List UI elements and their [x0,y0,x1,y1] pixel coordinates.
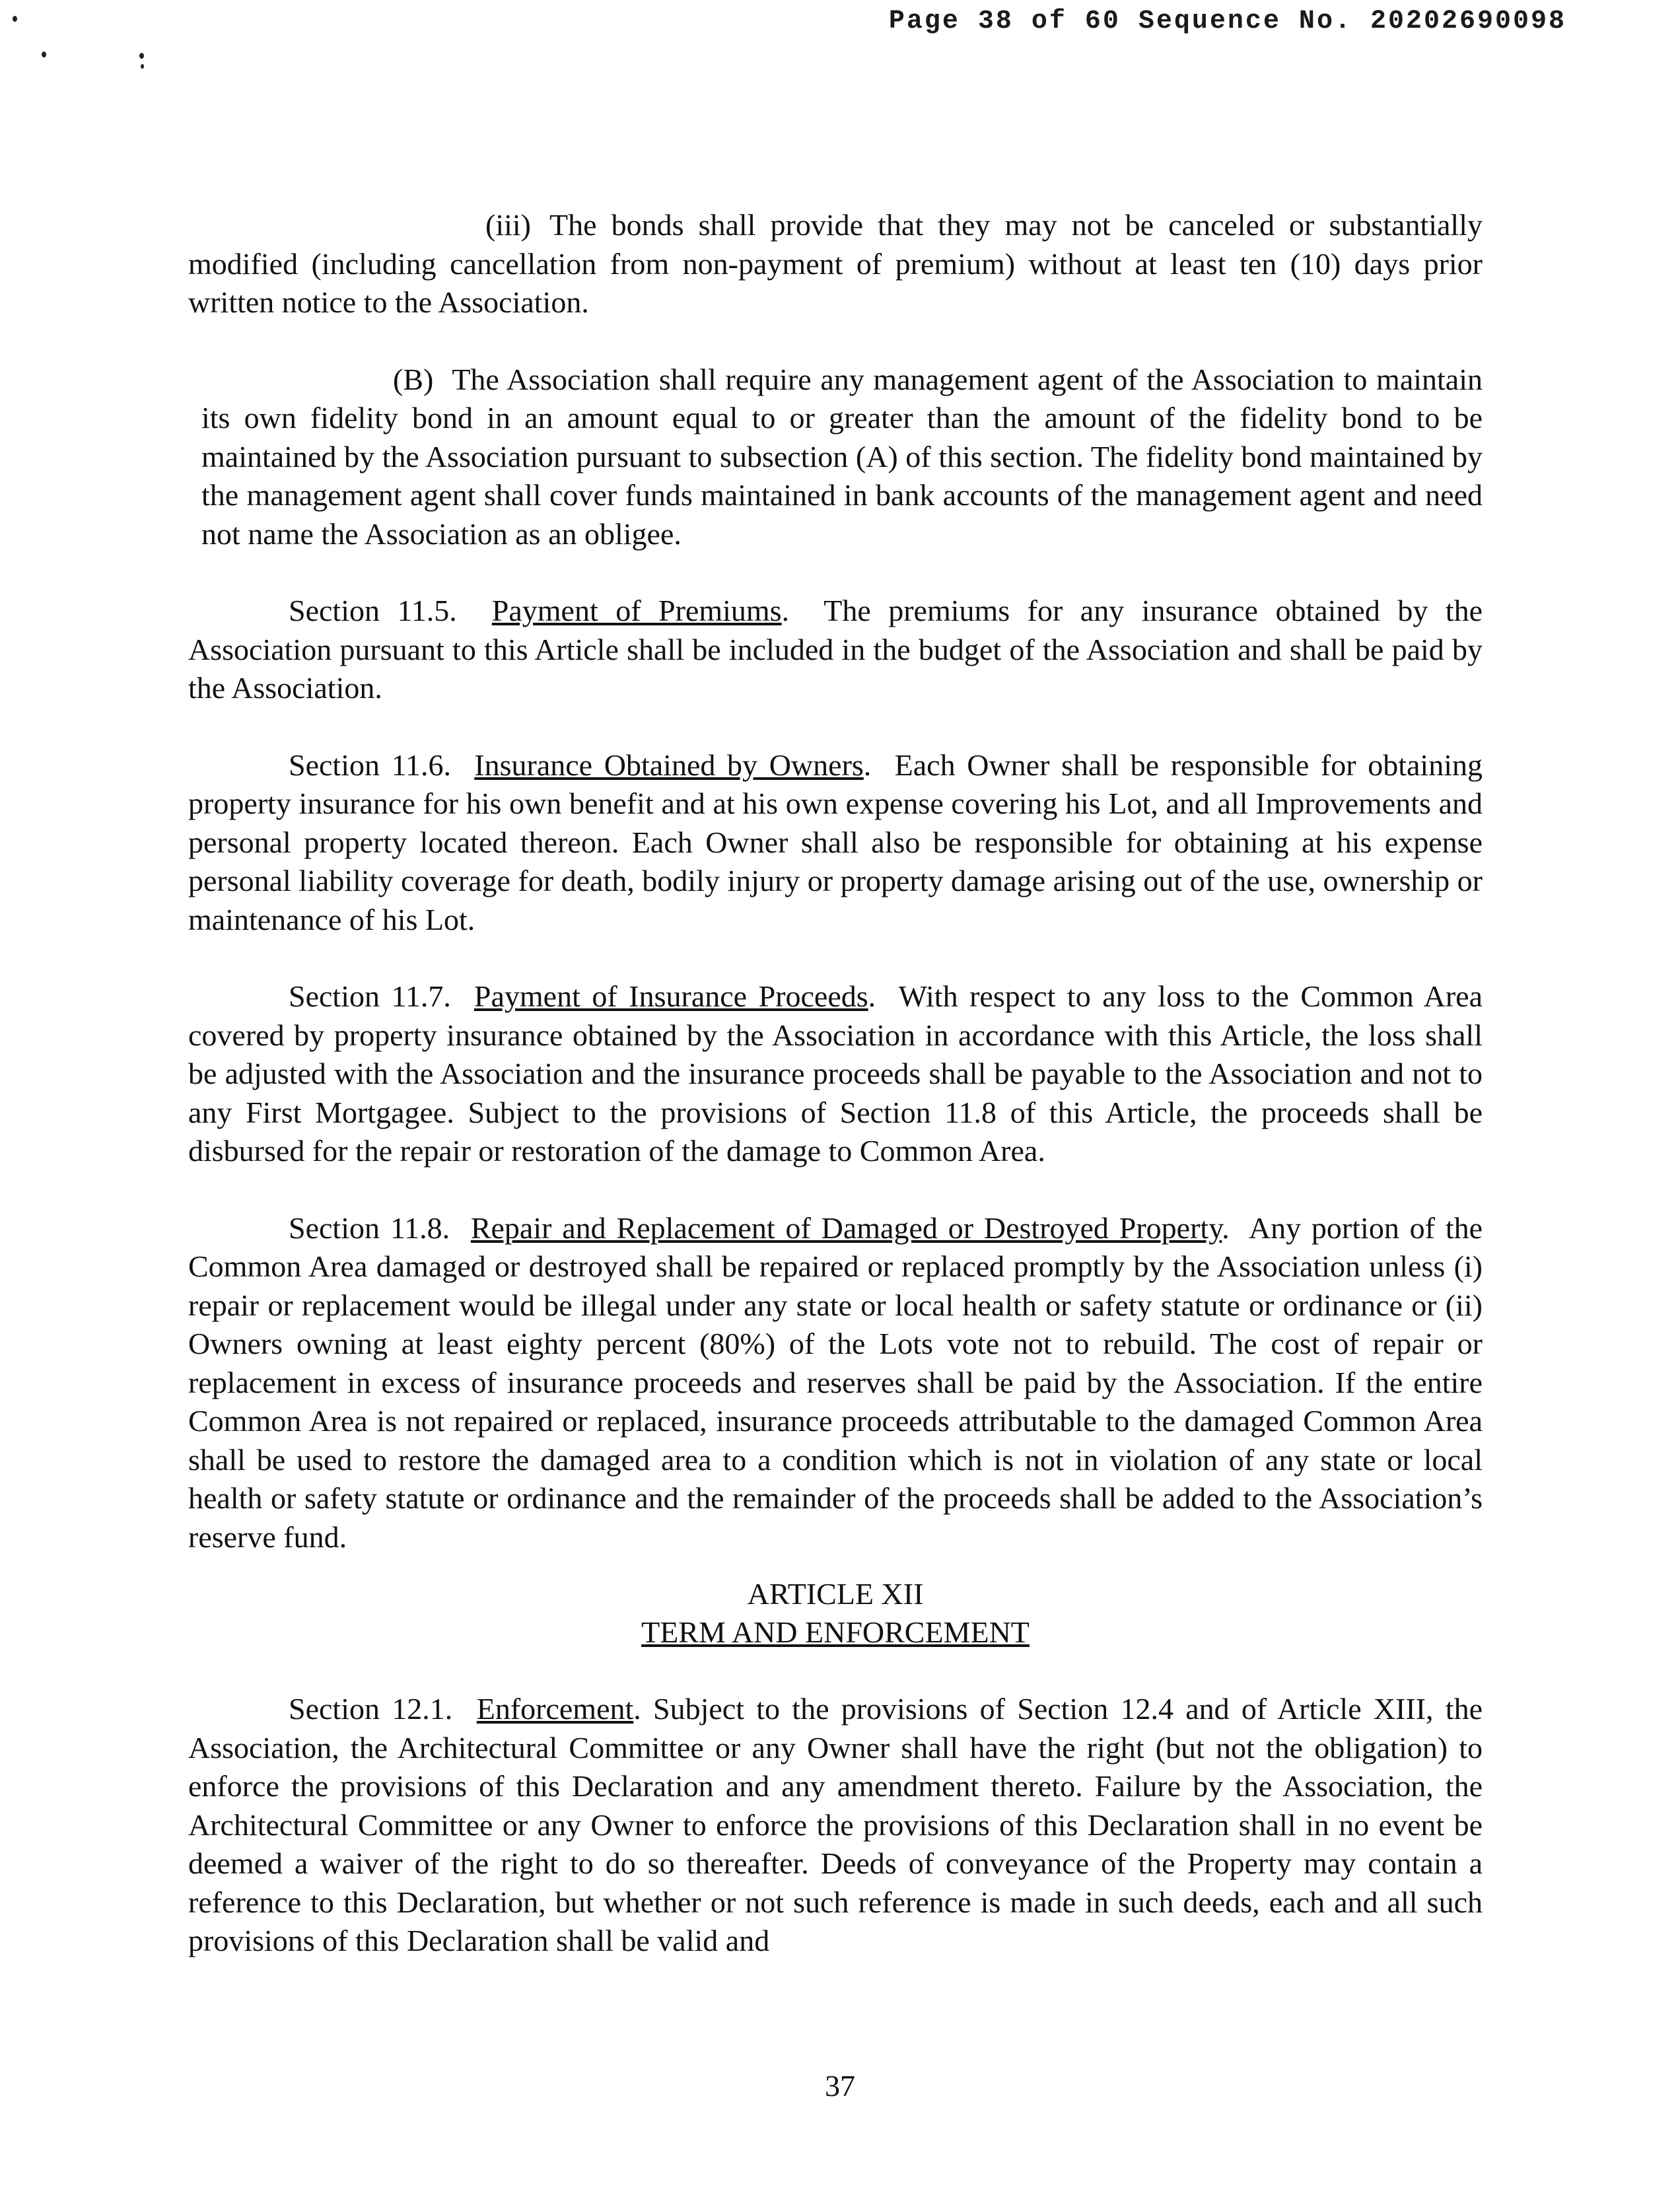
section-text: Any portion of the Common Area damaged or destroyed shall be repaired or replaced promptly by the Association unless (i) repair or replacement would be illegal under any state or local health or safety statute or ordinance or (ii) Owners owning at least eighty percent (80%) of the Lots vote not to rebuild. The cost of repair or replacement in excess of insurance proceeds and reserves shall be paid by the Association. If the entire Common Area is not repaired or replaced, insurance proceeds attributable to the damaged Common Area shall be used to restore the damaged area to a condition which is not in violation of any state or local health or safety statute or ordinance and the remainder of the proceeds shall be added to the Association’s reserve fund. [188,1210,1483,1554]
scan-speck [141,64,144,69]
article-title: TERM AND ENFORCEMENT [641,1615,1030,1649]
paragraph-b [188,361,1483,554]
section-heading: Enforcement [476,1692,634,1726]
section-heading: Insurance Obtained by Owners [474,748,864,782]
scan-speck [42,52,46,57]
section-text: The premiums for any insurance obtained by the Association pursuant to this Article shall be included in the budget of the Association and shall be paid by the Association. [188,594,1483,705]
section-heading: Payment of Insurance Proceeds [473,979,868,1013]
section-heading: Payment of Premiums [491,594,782,627]
document-body [188,206,1483,1999]
article-number: ARTICLE XII [747,1577,924,1611]
section-text: Each Owner shall be responsible for obtaining property insurance for his own benefit and at his own expense covering his Lot, and all Improvements and personal property located thereon. Each Owner shall also be responsible for obtaining at his expense personal liability coverage for death, bodily injury or property damage arising out of the use, ownership or maintenance of his Lot. [188,748,1483,936]
paragraph-iii [188,206,1483,322]
section-number: Section 11.6. [289,748,451,782]
section-11-6: Section 11.6. Insurance Obtained by Owners. Each Owner shall be responsible for obtaining property insurance for his own benefit and at his own expense covering his Lot, and all Improvements and personal property located thereon. Each Owner shall also be responsible for obtaining at his expense personal liability coverage for death, bodily injury or property damage arising out of the use, ownership or maintenance of his Lot. [188,748,1483,936]
scan-speck [139,53,144,59]
section-number: Section 11.7. [289,979,451,1013]
article-heading [188,1575,1483,1652]
section-12-1: Section 12.1. Enforcement. Subject to the provisions of Section 12.4 and of Article XIII, the Association, the Architectural Committee or any Owner shall have the right (but not the obligation) to enforce the provisions of this Declaration and any amendment thereto. Failure by the Association, the Architectural Committee or any Owner to enforce the provisions of this Declaration shall in no event be deemed a waiver of the right to do so thereafter. Deeds of conveyance of the Property may contain a reference to this Declaration, but whether or not such reference is made in such deeds, each and all such provisions of this Declaration shall be valid and [188,1692,1483,1957]
section-number: Section 11.5. [289,594,457,627]
section-11-5: Section 11.5. Payment of Premiums. The premiums for any insurance obtained by the Association pursuant to this Article shall be included in the budget of the Association and shall be paid by the Association. [188,594,1483,705]
section-11-7: Section 11.7. Payment of Insurance Proceeds. With respect to any loss to the Common Area covered by property insurance obtained by the Association in accordance with this Article, the loss shall be adjusted with the Association and the insurance proceeds shall be payable to the Association and not to any First Mortgagee. Subject to the provisions of Section 11.8 of this Article, the proceeds shall be disbursed for the repair or restoration of the damage to Common Area. [188,979,1483,1168]
section-text: Subject to the provisions of Section 12.4 and of Article XIII, the Association, the Architectural Committee or any Owner shall have the right (but not the obligation) to enforce the provisions of this Declaration and any amendment thereto. Failure by the Association, the Architectural Committee or any Owner to enforce the provisions of this Declaration shall in no event be deemed a waiver of the right to do so thereafter. Deeds of conveyance of the Property may contain a reference to this Declaration, but whether or not such reference is made in such deeds, each and all such provisions of this Declaration shall be valid and [188,1692,1483,1957]
paragraph-text: The Association shall require any management agent of the Association to maintain its own fidelity bond in an amount equal to or greater than the amount of the fidelity bond to be maintained by the Association pursuant to subsection (A) of this section. The fidelity bond maintained by the management agent shall cover funds maintained in bank accounts of the management agent and need not name the Association as an obligee. [201,362,1483,551]
scan-speck [13,16,17,22]
section-number: Section 11.8. [289,1210,450,1245]
section-heading: Repair and Replacement of Damaged or Destroyed Property [470,1210,1222,1245]
section-text: With respect to any loss to the Common Area covered by property insurance obtained by the Association in accordance with this Article, the loss shall be adjusted with the Association and the insurance proceeds shall be payable to the Association and not to any First Mortgagee. Subject to the provisions of Section 11.8 of this Article, the proceeds shall be disbursed for the repair or restoration of the damage to Common Area. [188,979,1483,1168]
section-number: Section 12.1. [289,1692,453,1726]
paragraph-text: The bonds shall provide that they may not be canceled or substantially modified (including cancellation from non-payment of premium) without at least ten (10) days prior written notice to the Association. [188,208,1483,319]
section-11-8: Section 11.8. Repair and Replacement of Damaged or Destroyed Property. Any portion of the Common Area damaged or destroyed shall be repaired or replaced promptly by the Association unless (i) repair or replacement would be illegal under any state or local health or safety statute or ordinance or (ii) Owners owning at least eighty percent (80%) of the Lots vote not to rebuild. The cost of repair or replacement in excess of insurance proceeds and reserves shall be paid by the Association. If the entire Common Area is not repaired or replaced, insurance proceeds attributable to the damaged Common Area shall be used to restore the damaged area to a condition which is not in violation of any state or local health or safety statute or ordinance and the remainder of the proceeds shall be added to the Association’s reserve fund. [188,1210,1483,1554]
paragraph-label: (B) [393,362,434,396]
page-sequence-header: Page 38 of 60 Sequence No. 20202690098 [888,7,1566,36]
paragraph-label: (iii) [485,208,531,242]
page-number: 37 [825,2069,855,2103]
